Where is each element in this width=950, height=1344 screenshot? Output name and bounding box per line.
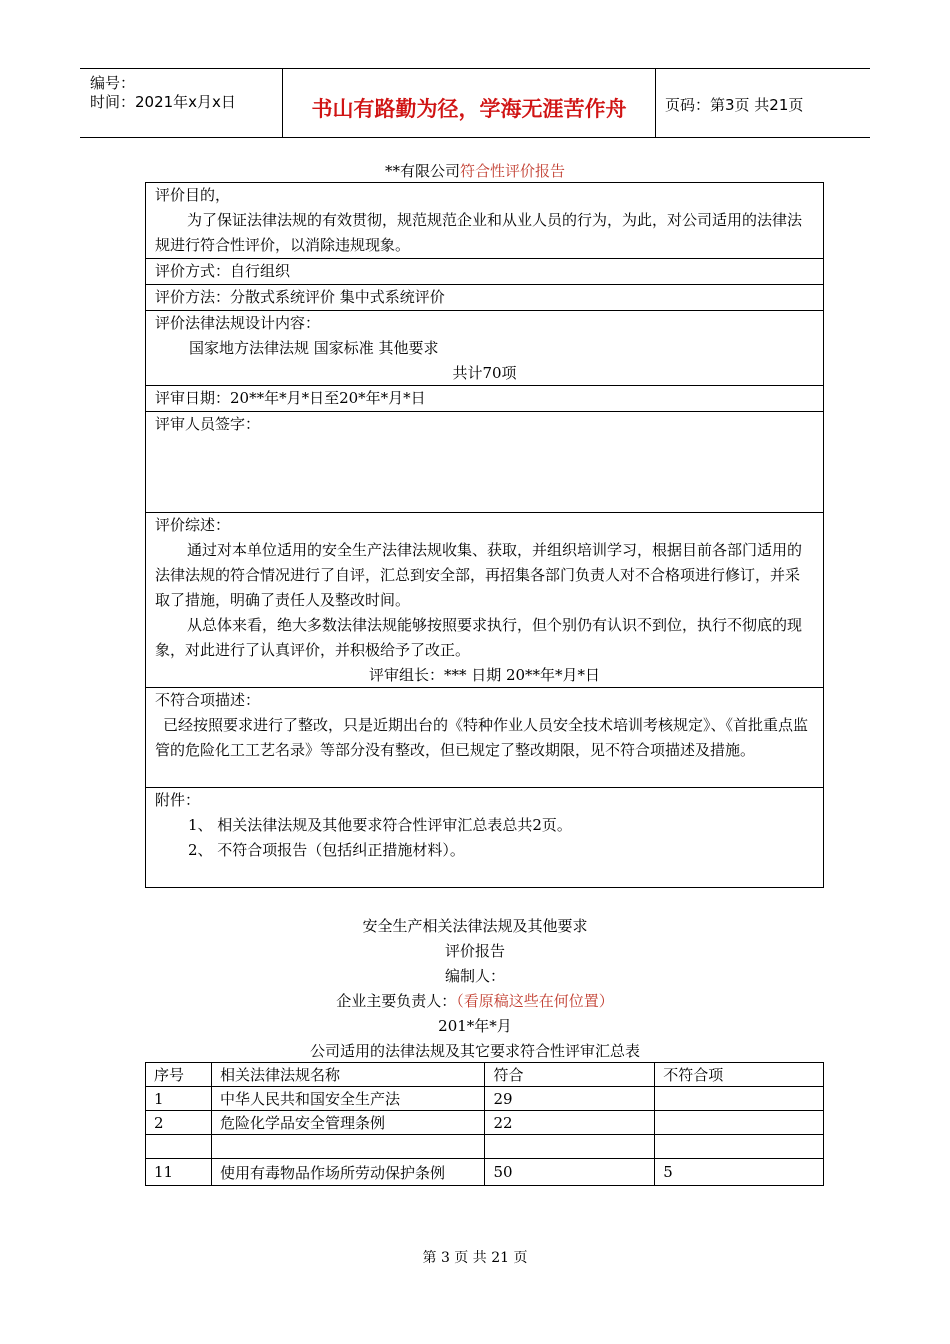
summary-paragraph-2: 从总体来看，绝大多数法律法规能够按照要求执行，但个别仍有认识不到位，执行不彻底的现象，对此进行了认真评价，并积极给予了改正。 (155, 616, 803, 659)
report-title (0, 160, 950, 181)
summary-paragraph-1: 通过对本单位适用的安全生产法律法规收集、获取，并组织培训学习，根据目前各部门适用的法律法规的符合情况进行了自评，汇总到安全部，再招集各部门负责人对不合格项进行修订，并采取了措施，明确了责任人及整改时间。 (155, 541, 803, 609)
nonconformity-row (146, 688, 823, 788)
header-cell-no: 序号 (146, 1063, 212, 1087)
header-left-cell (80, 69, 282, 137)
table-row (146, 1159, 824, 1186)
summary-table-header (146, 1063, 824, 1087)
header-motto: 书山有路勤为径，学海无涯苦作舟 (311, 97, 627, 121)
principal-note: （看原稿这些在何位置） (456, 992, 614, 1010)
summary-row (146, 513, 823, 688)
row-no: 1 (146, 1087, 212, 1111)
header-cell-conform: 符合 (485, 1063, 655, 1087)
row-nonconform (655, 1087, 824, 1111)
table-row (146, 1135, 824, 1159)
signers-row (146, 412, 823, 513)
nonconformity-label: 不符合项描述： (155, 691, 261, 709)
principal-label: 企业主要负责人： (336, 992, 457, 1010)
document-time-label: 时间：2021年x月x日 (90, 93, 236, 111)
purpose-row (146, 183, 823, 259)
table-row (146, 1087, 824, 1111)
row-nonconform (655, 1111, 824, 1135)
row-conform: 50 (485, 1159, 655, 1186)
attachment-item-1: 1、 相关法律法规及其他要求符合性评审汇总表总共2页。 (188, 816, 572, 834)
row-no (146, 1135, 212, 1159)
method-text: 评价方法：分散式系统评价 集中式系统评价 (155, 288, 445, 306)
report-line-principal (0, 990, 950, 1011)
row-name: 危险化学品安全管理条例 (211, 1111, 485, 1135)
row-conform (485, 1135, 655, 1159)
evaluation-table (145, 182, 824, 888)
row-nonconform (655, 1135, 824, 1159)
document-number-label: 编号： (90, 74, 136, 92)
header-motto-cell (282, 69, 656, 137)
row-no: 2 (146, 1111, 212, 1135)
row-conform: 29 (485, 1087, 655, 1111)
header-page-label: 页码：第3页 共21页 (665, 96, 804, 114)
report-line-compiler: 编制人： (444, 967, 505, 985)
report-title-highlight: 符合性评价报告 (460, 162, 566, 180)
report-title-prefix: **有限公司 (384, 162, 460, 180)
table-row (146, 1111, 824, 1135)
summary-label: 评价综述： (155, 516, 231, 534)
content-total: 共计70项 (452, 364, 517, 382)
report-line-date: 201*年*月 (438, 1017, 512, 1035)
header-right-cell (655, 69, 870, 137)
row-nonconform: 5 (655, 1159, 824, 1186)
header-cell-name: 相关法律法规名称 (211, 1063, 485, 1087)
row-name: 使用有毒物品作场所劳动保护条例 (211, 1159, 485, 1186)
purpose-text: 为了保证法律法规的有效贯彻，规范规范企业和从业人员的行为，为此，对公司适用的法律法规进行符合性评价，以消除违规现象。 (155, 211, 803, 254)
report-line-1: 安全生产相关法律法规及其他要求 (362, 917, 588, 935)
header-cell-nonconform: 不符合项 (655, 1063, 824, 1087)
attachments-label: 附件： (155, 791, 201, 809)
page-header (80, 68, 870, 138)
content-label: 评价法律法规设计内容： (155, 314, 321, 332)
row-name (211, 1135, 485, 1159)
method-org-row (146, 259, 823, 285)
review-date-text: 评审日期：20**年*月*日至20*年*月*日 (155, 389, 426, 407)
purpose-label: 评价目的， (155, 186, 231, 204)
row-no: 11 (146, 1159, 212, 1186)
method-row (146, 285, 823, 311)
content-row (146, 311, 823, 386)
report-line-2: 评价报告 (444, 942, 505, 960)
signers-label: 评审人员签字： (155, 415, 261, 433)
page-footer: 第 3 页 共 21 页 (422, 1250, 528, 1266)
attachment-item-2: 2、 不符合项报告（包括纠正措施材料）。 (188, 841, 465, 859)
attachments-row (146, 788, 823, 887)
summary-table (145, 1062, 824, 1186)
review-date-row (146, 386, 823, 412)
method-org-text: 评价方式：自行组织 (155, 262, 291, 280)
row-name: 中华人民共和国安全生产法 (211, 1087, 485, 1111)
row-conform: 22 (485, 1111, 655, 1135)
summary-sign: 评审组长：*** 日期 20**年*月*日 (368, 666, 601, 684)
summary-table-title: 公司适用的法律法规及其它要求符合性评审汇总表 (309, 1042, 640, 1060)
nonconformity-text: 已经按照要求进行了整改，只是近期出台的《特种作业人员安全技术培训考核规定》、《首批重点监管的危险化工工艺名录》等部分没有整改，但已规定了整改期限，见不符合项描述及措施。 (155, 716, 809, 759)
content-items: 国家地方法律法规 国家标准 其他要求 (189, 339, 439, 357)
